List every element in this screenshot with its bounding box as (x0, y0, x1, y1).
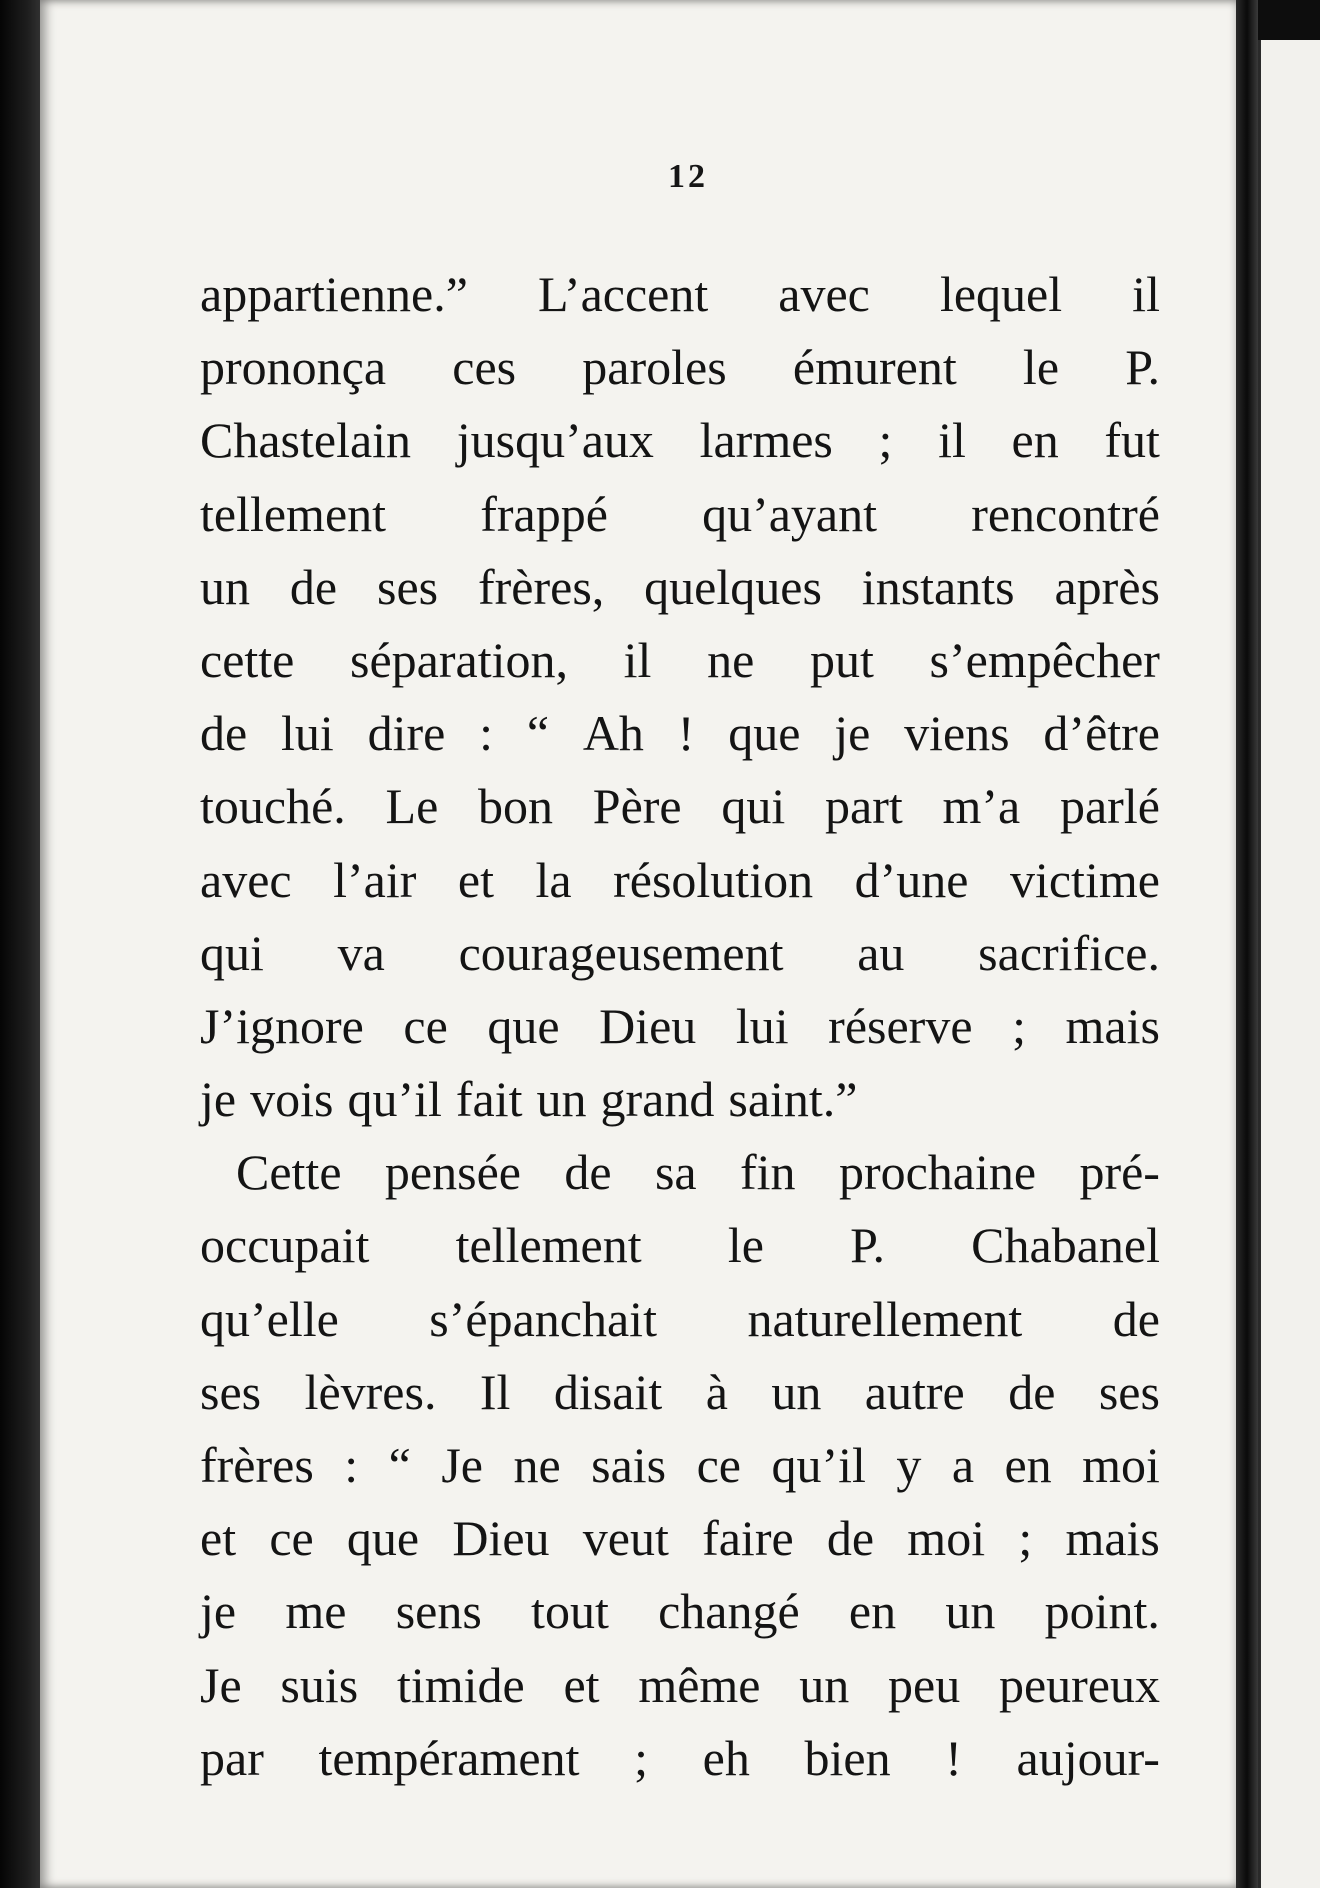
word: lui (735, 997, 789, 1054)
word: Dieu (452, 1510, 550, 1567)
word: s’épanchait (429, 1290, 657, 1347)
word: changé (658, 1583, 800, 1640)
text-line (200, 1283, 1160, 1356)
word: je (200, 1583, 237, 1640)
word: frères (200, 1437, 314, 1493)
word: je (200, 1071, 237, 1128)
word: de (200, 705, 248, 762)
text-line (200, 331, 1160, 404)
word: il (938, 412, 966, 469)
word: appartienne.” (200, 266, 468, 322)
word: peu (888, 1656, 961, 1713)
word: que (346, 1510, 420, 1567)
word: un (200, 558, 250, 615)
word: jusqu’aux (456, 412, 654, 469)
word: y (896, 1437, 922, 1493)
text-line (200, 1356, 1160, 1429)
word: put (809, 631, 874, 688)
word: à (705, 1363, 728, 1420)
word: fait (455, 1071, 523, 1128)
word: tellement (200, 485, 387, 542)
word: même (638, 1656, 761, 1713)
page-number: 12 (668, 158, 708, 195)
word: P. (1125, 339, 1160, 396)
word: ! (677, 705, 695, 762)
word: J’ignore (200, 997, 364, 1054)
word: réserve (828, 997, 973, 1054)
word: ce (269, 1510, 314, 1567)
word: avec (778, 266, 870, 322)
word: fin (740, 1144, 796, 1201)
word: Le (385, 778, 439, 835)
word: sacrifice. (978, 924, 1160, 981)
word: s’empêcher (929, 631, 1160, 688)
text-line (200, 1649, 1160, 1722)
word: par (200, 1729, 264, 1786)
text-line (200, 844, 1160, 917)
word: et (563, 1656, 600, 1713)
word: part (825, 778, 903, 835)
word: ce (403, 997, 448, 1054)
text-line (200, 1209, 1160, 1282)
word: point. (1044, 1583, 1160, 1640)
word: Ah (582, 705, 644, 762)
word: qui (200, 924, 264, 981)
text-line (200, 1722, 1160, 1795)
word: disait (553, 1363, 663, 1420)
word: parlé (1059, 778, 1160, 835)
word: le (727, 1217, 764, 1274)
text-line (200, 624, 1160, 697)
word: frères, (477, 558, 605, 615)
word: qu’ayant (702, 485, 878, 542)
word: suis (280, 1656, 359, 1713)
word: et (457, 851, 494, 908)
text-line (200, 1575, 1160, 1648)
word: faire (702, 1510, 794, 1567)
word: en (1011, 412, 1059, 469)
text-line (200, 697, 1160, 770)
word: instants (861, 558, 1015, 615)
word: un (945, 1583, 996, 1640)
word: Père (592, 778, 682, 835)
word: pré- (1079, 1144, 1160, 1201)
book-page (40, 0, 1240, 1888)
word: Il (479, 1363, 511, 1420)
text-line (200, 551, 1160, 624)
word: Chastelain (200, 412, 412, 469)
word: de (1112, 1290, 1160, 1347)
word: de (826, 1510, 875, 1567)
word: eh (702, 1729, 750, 1786)
word: victime (1009, 851, 1160, 908)
word: d’une (854, 851, 969, 908)
word: ne (707, 631, 755, 688)
word: Je (200, 1656, 242, 1713)
word: moi (1082, 1437, 1160, 1493)
word: rencontré (971, 485, 1160, 542)
word: qu’il (771, 1437, 866, 1493)
word: ses (376, 558, 439, 615)
text-line (200, 404, 1160, 477)
word: ! (945, 1729, 962, 1786)
word: aujour- (1016, 1729, 1160, 1786)
text-line (200, 1063, 1160, 1136)
word: mais (1065, 1510, 1160, 1567)
word: que (728, 705, 801, 762)
word: naturellement (747, 1290, 1023, 1347)
word: qu’il (347, 1071, 442, 1128)
word: qu’elle (200, 1290, 339, 1347)
word: L’accent (537, 266, 709, 322)
word: prononça (200, 339, 387, 396)
word: : (479, 705, 494, 762)
word: qui (721, 778, 786, 835)
word: le (1022, 339, 1060, 396)
word: paroles (582, 339, 727, 396)
word: lui (281, 705, 334, 762)
word: bien (804, 1729, 891, 1786)
word: Cette (236, 1144, 342, 1201)
word: un (771, 1363, 822, 1420)
text-line (200, 1502, 1160, 1575)
word: il (623, 631, 652, 688)
adjacent-page-edge (1258, 40, 1320, 1888)
word: saint.” (728, 1071, 858, 1128)
word: peureux (998, 1656, 1160, 1713)
word: ses (200, 1363, 262, 1420)
text-line (200, 1429, 1160, 1502)
word: veut (582, 1510, 669, 1567)
word: que (487, 997, 560, 1054)
word: bon (478, 778, 554, 835)
word: ; (1018, 1510, 1033, 1567)
word: ce (696, 1437, 741, 1493)
word: grand (600, 1071, 715, 1128)
word: séparation, (350, 631, 568, 688)
word: touché. (200, 778, 346, 835)
word: timide (396, 1656, 525, 1713)
word: me (285, 1583, 347, 1640)
word: l’air (333, 851, 417, 908)
text-line (200, 1136, 1160, 1209)
word: dire (367, 705, 446, 762)
word: a (951, 1437, 975, 1493)
text-line (200, 770, 1160, 843)
word: de (1008, 1363, 1056, 1420)
word: occupait (200, 1217, 370, 1274)
word: sens (395, 1583, 482, 1640)
word: mais (1065, 997, 1160, 1054)
text-line (200, 917, 1160, 990)
word: de (564, 1144, 612, 1201)
word: prochaine (838, 1144, 1037, 1201)
text-line (200, 258, 1160, 331)
word: ; (634, 1729, 649, 1786)
word: lequel (939, 266, 1063, 322)
word: tellement (455, 1217, 642, 1274)
word: Chabanel (971, 1217, 1160, 1274)
word: vois (250, 1071, 334, 1128)
word: je (834, 705, 871, 762)
word: cette (200, 631, 295, 688)
word: viens (904, 705, 1010, 762)
word: un (799, 1656, 850, 1713)
word: de (289, 558, 338, 615)
text-line (200, 990, 1160, 1063)
word: ne (513, 1437, 561, 1493)
book-binding (1236, 0, 1258, 1888)
word: autre (864, 1363, 965, 1420)
word: va (337, 924, 385, 981)
word: courageusement (458, 924, 784, 981)
word: d’être (1043, 705, 1160, 762)
word: avec (200, 851, 292, 908)
word: sais (591, 1437, 667, 1493)
word: en (848, 1583, 897, 1640)
word: tout (531, 1583, 609, 1640)
word: frappé (480, 485, 608, 542)
body-text (200, 258, 1160, 1795)
word: pensée (384, 1144, 521, 1201)
word: “ (388, 1437, 411, 1493)
word: la (535, 851, 572, 908)
word: Je (441, 1437, 483, 1493)
word: : (344, 1437, 359, 1493)
word: ses (1098, 1363, 1160, 1420)
word: il (1132, 266, 1160, 322)
word: m’a (942, 778, 1021, 835)
word: résolution (613, 851, 814, 908)
word: tempérament (318, 1729, 580, 1786)
word: lèvres. (304, 1363, 437, 1420)
word: en (1004, 1437, 1052, 1493)
text-line (200, 478, 1160, 551)
word: ces (452, 339, 517, 396)
word: et (200, 1510, 237, 1567)
word: fut (1104, 412, 1160, 469)
word: au (857, 924, 905, 981)
word: sa (654, 1144, 697, 1201)
word: ; (1012, 997, 1026, 1054)
word: Dieu (599, 997, 697, 1054)
word: moi (907, 1510, 986, 1567)
word: après (1054, 558, 1160, 615)
word: “ (526, 705, 550, 762)
word: P. (850, 1217, 885, 1274)
word: émurent (792, 339, 957, 396)
word: un (536, 1071, 587, 1128)
word: ; (878, 412, 893, 469)
word: quelques (644, 558, 822, 615)
word: larmes (699, 412, 833, 469)
